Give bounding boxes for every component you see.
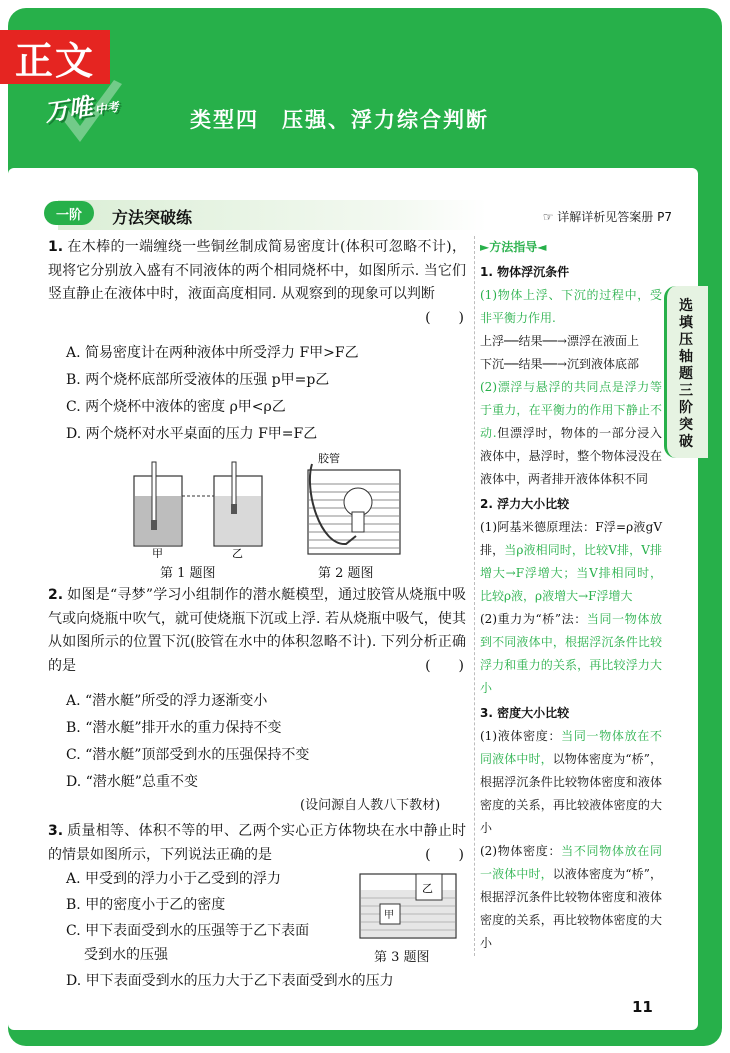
method-s1-p1: (1)物体上浮、下沉的过程中，受非平衡力作用. (480, 288, 662, 325)
q3-option-a: A. 甲受到的浮力小于乙受到的浮力 (66, 871, 282, 887)
q3-option-d: D. 甲下表面受到水的压力大于乙下表面受到水的压力 (66, 973, 394, 989)
question-3: 3. 质量相等、体积不等的甲、乙两个实心正方体物块在水中静止时的情景如图所示，下列说法正确的是 ( ) (48, 820, 466, 867)
fig3-label-jia: 甲 (384, 910, 394, 921)
q2-option-a: A. “潜水艇”所受的浮力逐渐变小 (66, 693, 268, 709)
answer-blank: ( ) (425, 846, 464, 863)
method-s3-p2b: 当不同物体放在同一液体中时， (480, 844, 662, 881)
section-tag: 正文 (0, 30, 110, 84)
method-s2-title: 2. 浮力大小比较 (480, 497, 570, 511)
figure-1 (128, 458, 278, 558)
method-s2-p2a: (2)重力为“桥”法： (480, 612, 587, 626)
fig3-label-yi: 乙 (422, 882, 433, 895)
question-source-note: (设问源自人教八下教材) (300, 798, 441, 813)
method-s3-p2a: (2)物体密度： (480, 844, 562, 858)
figure-1-caption: 第 1 题图 (160, 566, 216, 581)
brand-logo: 万唯中考 (42, 92, 120, 127)
q1-option-b: B. 两个烧杯底部所受液体的压强 p甲=p乙 (66, 372, 330, 388)
page-number: 11 (632, 998, 653, 1016)
method-s3-title: 3. 密度大小比较 (480, 706, 570, 720)
fig1-label-jia: 甲 (152, 547, 163, 558)
method-s3-p1a: (1)液体密度： (480, 729, 562, 743)
method-s2-p2b: 当同一物体放到不同液体中，根据浮沉条件比较浮力和重力的关系，再比较浮力大小 (480, 612, 662, 695)
q2-option-c: C. “潜水艇”顶部受到水的压强保持不变 (66, 747, 310, 763)
side-tab: 选填压轴题三阶突破 (664, 286, 708, 458)
method-s1-down: 下沉──结果──→沉到液体底部 (480, 357, 639, 371)
method-s3-p1c: 以物体密度为“桥”，根据浮沉条件比较物体密度和液体密度的关系，再比较液体密度的大小 (480, 752, 662, 835)
q2-option-b: B. “潜水艇”排开水的重力保持不变 (66, 720, 282, 736)
method-s2-p1a: (1)阿基米德原理法：F浮=ρ液gV排， (480, 520, 662, 557)
question-1: 1. 在木棒的一端缠绕一些铜丝制成简易密度计(体积可忽略不计)，现将它分别放入盛有不同液体的两个相同烧杯中，如图所示. 当它们竖直静止在液体中时，液面高度相同. 从观察到的现象可以判断 ( ) (48, 236, 466, 330)
question-2: 2. 如图是“寻梦”学习小组制作的潜水艇模型，通过胶管从烧瓶中吸气或向烧瓶中吹气，就可使烧瓶下沉或上浮. 若从烧瓶中吸气，使其从如图所示的位置下沉(胶管在水中的体积忽略不计). 下列分析正确的是 ( ) (48, 584, 466, 678)
step-badge: 一阶 (44, 201, 94, 225)
page-title: 类型四 压强、浮力综合判断 (190, 108, 489, 132)
q1-option-d: D. 两个烧杯对水平桌面的压力 F甲=F乙 (66, 426, 318, 442)
method-s2-p1b: 当ρ液相同时，比较V排，V排增大→F浮增大；当V排相同时，比较ρ液，ρ液增大→F浮增大 (480, 543, 662, 603)
fig1-label-yi: 乙 (232, 547, 243, 558)
q2-option-d: D. “潜水艇”总重不变 (66, 774, 198, 790)
method-s1-up: 上浮──结果──→漂浮在液面上 (480, 334, 639, 348)
method-s3-p2c: 以液体密度为“桥”，根据浮沉条件比较物体密度和液体密度的关系，再比较物体密度的大小 (480, 867, 662, 950)
answer-blank: ( ) (425, 657, 464, 674)
figure-3-caption: 第 3 题图 (374, 950, 430, 965)
q1-option-c: C. 两个烧杯中液体的密度 ρ甲<ρ乙 (66, 399, 286, 415)
answer-blank: ( ) (425, 309, 464, 326)
method-s3-p1b: 当同一物体放在不同液体中时， (480, 729, 662, 766)
fig2-label-tube: 胶管 (318, 452, 340, 465)
figure-2-caption: 第 2 题图 (318, 566, 374, 581)
q3-option-c-cont: 受到水的压强 (84, 947, 168, 963)
figure-3 (356, 866, 460, 942)
q1-option-a: A. 简易密度计在两种液体中所受浮力 F甲>F乙 (66, 345, 359, 361)
method-s1-p2b: 但漂浮时，物体的一部分浸入液体中，悬浮时，整个物体浸没在液体中，两者排开液体体积不同 (480, 426, 662, 486)
method-s1-p2a: (2)漂浮与悬浮的共同点是浮力等于重力，在平衡力的作用下静止不动. (480, 380, 662, 440)
answer-reference: ☞ 详解详析见答案册 P7 (542, 210, 672, 224)
column-divider (474, 236, 475, 956)
method-guidance (480, 236, 662, 955)
method-header: ►方法指导◄ (480, 240, 547, 254)
section-title: 方法突破练 (112, 208, 193, 227)
q3-option-c: C. 甲下表面受到水的压强等于乙下表面 (66, 923, 310, 939)
figure-2 (300, 450, 410, 560)
q3-option-b: B. 甲的密度小于乙的密度 (66, 897, 226, 913)
method-s1-title: 1. 物体浮沉条件 (480, 265, 570, 279)
